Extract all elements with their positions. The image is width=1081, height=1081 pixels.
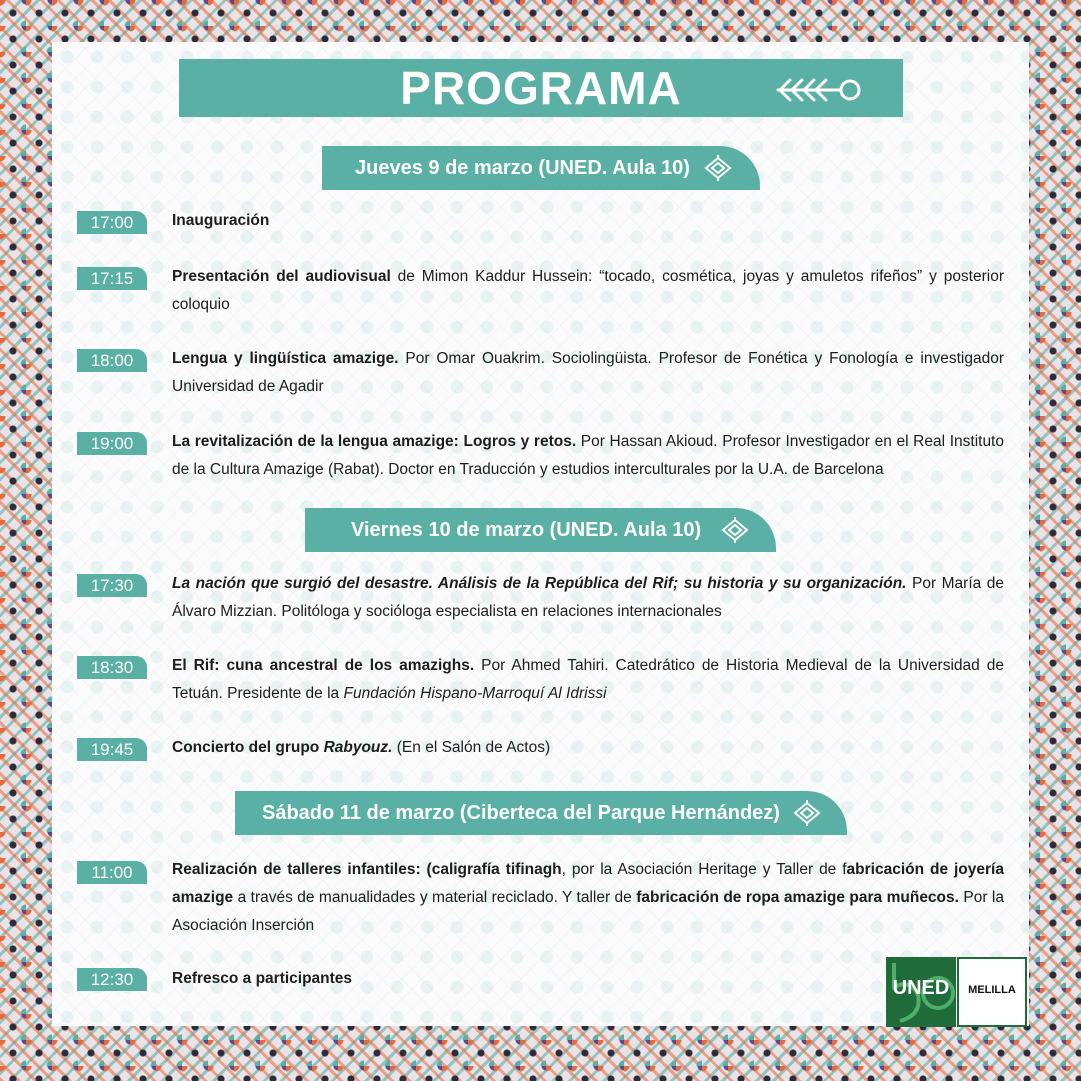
text-run: Rabyouz. [323, 739, 393, 756]
text-run: Inauguración [172, 212, 270, 229]
text-run: Por la Asociación Inserción [172, 889, 1004, 934]
event-description [172, 965, 1004, 993]
day-heading: Jueves 9 de marzo (UNED. Aula 10) [355, 157, 690, 179]
text-run: Concierto del grupo [172, 739, 324, 756]
text-run: Fundación Hispano-Marroquí Al Idrissi [343, 685, 607, 702]
event-description [172, 207, 1004, 235]
melilla-logo-text: MELILLA [968, 984, 1016, 996]
text-run: Por María de Álvaro Mizzian. Politóloga y socióloga especialista en relaciones internacionales [172, 575, 1005, 620]
event-description [172, 428, 1004, 484]
time-badge: 17:00 [77, 211, 147, 234]
text-run: Realización de talleres infantiles: ( [172, 861, 432, 878]
text-run: Refresco a participantes [172, 970, 353, 987]
day-banner-thursday [322, 146, 760, 190]
text-run: Por Hassan Akioud. Profesor Investigador en el Real Instituto de la Cultura Amazige (Rabat). Doctor en Traducción y estudios interculturales por la U.A. de Barcelona [172, 433, 1004, 478]
time-badge: 17:30 [77, 574, 147, 597]
text-run: Por Ahmed Tahiri. Catedrático de Historia Medieval de la Universidad de Tetuán. Presidente de la [172, 657, 1004, 702]
amazigh-ornament-icon [793, 800, 821, 826]
time-badge: 19:45 [77, 738, 147, 761]
text-run: caligrafía tifinagh [431, 861, 562, 878]
time-badge: 11:00 [77, 861, 147, 884]
day-heading: Viernes 10 de marzo (UNED. Aula 10) [351, 519, 702, 541]
arrow-glyph-icon [776, 74, 866, 106]
event-description [172, 345, 1004, 401]
amazigh-ornament-icon [704, 155, 732, 181]
text-run: (En el Salón de Actos) [392, 739, 551, 756]
text-run: El Rif: cuna ancestral de los amazighs. [172, 657, 475, 674]
event-description [172, 856, 1004, 940]
event-description [172, 734, 1004, 762]
page-title: PROGRAMA [400, 62, 682, 114]
text-run: abricación de joyería amazige [172, 861, 1004, 906]
time-badge: 17:15 [77, 267, 147, 290]
text-run: Presentación del audiovisual [172, 268, 391, 285]
melilla-logo [957, 957, 1027, 1027]
uned-logo-text: UNED [892, 977, 950, 999]
text-run: Por Omar Ouakrim. Sociolingüista. Profesor de Fonética y Fonología e investigador Universidad de Agadir [172, 350, 1005, 395]
text-run: fabricación de ropa amazige para muñecos. [636, 889, 959, 906]
time-badge: 18:00 [77, 349, 147, 372]
time-badge: 19:00 [77, 432, 147, 455]
event-description [172, 263, 1004, 319]
amazigh-ornament-icon [721, 517, 749, 543]
uned-logo [886, 957, 956, 1027]
event-description [172, 652, 1004, 708]
text-run: Lengua y lingüística amazige. [172, 350, 399, 367]
time-badge: 18:30 [77, 656, 147, 679]
text-run: La nación que surgió del desastre. Análisis de la República del Rif; su historia y su organización. [172, 575, 907, 592]
text-run: a través de manualidades y material reciclado. Y taller de [233, 889, 637, 906]
day-banner-saturday [235, 791, 847, 835]
text-run: , por la Asociación Heritage y Taller de f [561, 861, 847, 878]
time-badge: 12:30 [77, 968, 147, 991]
day-heading: Sábado 11 de marzo (Ciberteca del Parque Hernández) [262, 802, 780, 824]
event-description [172, 570, 1004, 626]
text-run: de Mimon Kaddur Hussein: “tocado, cosmética, joyas y amuletos rifeños” y posterior coloquio [172, 268, 1005, 313]
day-banner-friday [305, 508, 776, 552]
text-run: La revitalización de la lengua amazige: Logros y retos. [172, 433, 577, 450]
